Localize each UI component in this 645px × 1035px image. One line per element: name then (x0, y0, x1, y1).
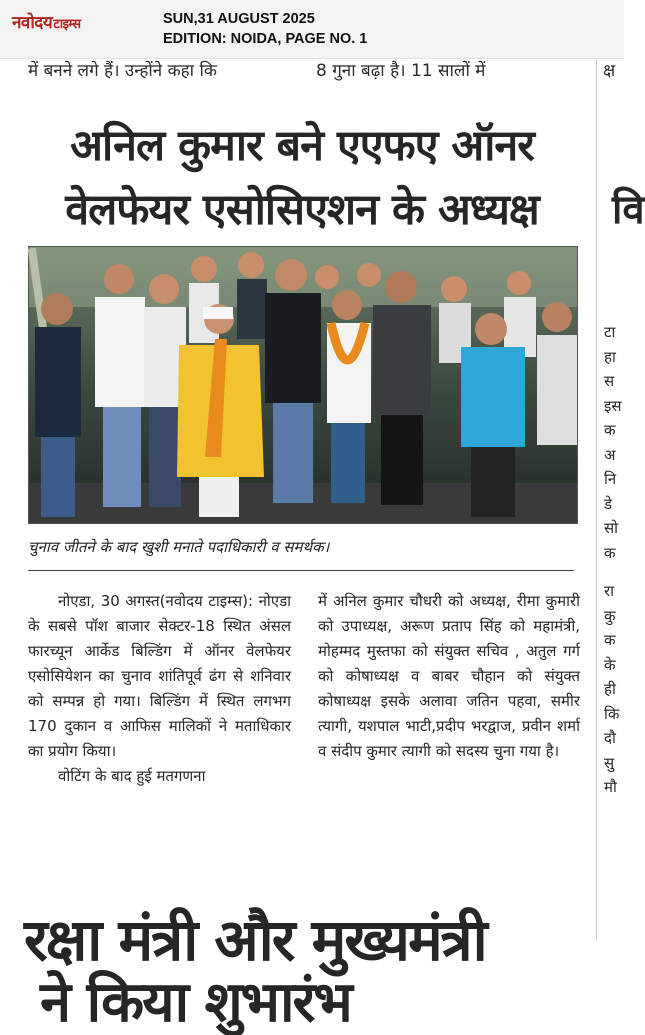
article-paragraph: में अनिल कुमार चौधरी को अध्यक्ष, रीमा कुमारी को उपाध्यक्ष, अरूण प्रताप सिंह को महामंत्री, मोहम्मद मुस्तफा को संयुक्त सचिव , अतुल गर्ग को कोषाध्यक्ष व बाबर चौहान को संयुक्त कोषाध्यक्ष इसके अलावा जतिन पहवा, समीर त्यागी, यशपाल भाटी,प्रदीप भरद्वाज, प्रवीन शर्मा व संदीप कुमार त्यागी को सदस्य चुना गया है। (318, 592, 580, 760)
fragment-line: कु (604, 606, 616, 625)
edition-info (163, 9, 367, 49)
fragment-line: इस (604, 396, 622, 415)
fragment-line: हा (604, 347, 616, 366)
adjacent-column-fragment (604, 320, 624, 800)
fragment-line: स (604, 372, 615, 390)
fragment-line: के (604, 655, 616, 674)
logo-sub: टाइम्स (53, 17, 81, 32)
headline-line-1: अनिल कुमार बने एएफए ऑनर (70, 121, 534, 171)
fragment-line: ही (604, 680, 616, 698)
headline-line-2: वेलफेयर एसोसिएशन के अध्यक्ष (65, 185, 539, 235)
article-paragraph: नोएडा, 30 अगस्त(नवोदय टाइम्स): नोएडा के सबसे पॉश बाजार सेक्टर-18 स्थित अंसल फारच्यून आर्केड बिल्डिंग में ऑनर वेलफेयर एसोसियेशन का चुनाव शांतिपूर्व ढंग से शनिवार को सम्पन्न हो गया। बिल्डिंग में स्थित लगभग 170 दुकान व आफिस मालिकों ने मताधिकार का प्रयोग किया। (28, 592, 291, 760)
fragment-line: कि (604, 704, 620, 723)
previous-article-fragment-left: में बनने लगे हैं। उन्होंने कहा कि (28, 61, 217, 81)
fragment-line: सो (604, 519, 619, 537)
fragment-line: टा (604, 323, 616, 341)
logo-main: नवोदय (12, 13, 53, 33)
fragment-line: मौ (604, 778, 617, 796)
fragment-line: सु (604, 753, 615, 772)
fragment-line: दौ (604, 729, 616, 747)
article-column-1 (28, 589, 291, 789)
date-text: SUN,31 AUGUST 2025 (163, 11, 315, 27)
group-photo (28, 246, 578, 524)
photo-caption: चुनाव जीतने के बाद खुशी मनाते पदाधिकारी व समर्थक। (28, 538, 330, 556)
caption-rule (28, 570, 574, 571)
right-headline-fragment: वि (612, 187, 645, 233)
group-photo-illustration (29, 247, 577, 523)
fragment-line: रा (604, 582, 615, 600)
fragment-line: क (604, 543, 616, 562)
article-paragraph: वोटिंग के बाद हुई मतगणना (58, 767, 206, 785)
fragment-line: नि (604, 470, 617, 488)
previous-article-fragment-right: क्ष (603, 61, 616, 81)
article-headline (22, 114, 582, 242)
fragment-line: डे (604, 494, 613, 513)
next-article-headline-line-2: ने किया शुभारंभ (40, 970, 351, 1035)
edition-text: EDITION: NOIDA, PAGE NO. 1 (163, 31, 368, 47)
fragment-line: क (604, 631, 616, 649)
article-column-2 (318, 589, 580, 764)
newspaper-logo[interactable] (12, 10, 81, 33)
column-divider (596, 60, 597, 940)
next-article-headline: रक्षा मंत्री और मुख्यमंत्री (24, 906, 486, 974)
fragment-line: क (604, 421, 616, 439)
fragment-line: अ (604, 445, 616, 464)
masthead-bar (0, 0, 624, 59)
previous-article-fragment-middle: 8 गुना बढ़ा है। 11 सालों में (316, 61, 486, 81)
